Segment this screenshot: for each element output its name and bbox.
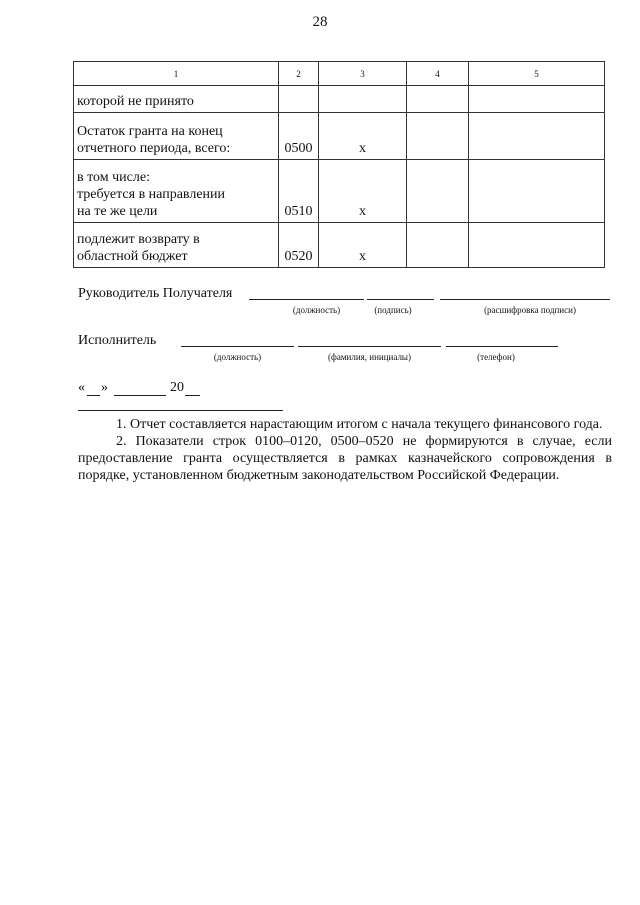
executor-label: Исполнитель xyxy=(78,333,157,348)
footnotes xyxy=(78,416,612,484)
footnote-separator xyxy=(78,410,283,411)
report-table xyxy=(73,61,605,268)
head-signature-caption: (подпись) xyxy=(374,305,412,315)
col-header-2: 2 xyxy=(279,62,319,86)
col-header-1: 1 xyxy=(74,62,279,86)
date-close-quote: » xyxy=(101,380,108,395)
label-line: требуется в направлении xyxy=(77,187,226,202)
row-col3: x xyxy=(319,160,407,223)
date-year-line xyxy=(185,395,200,396)
table-header-row xyxy=(74,62,605,86)
executor-name-line xyxy=(298,346,441,347)
col-header-5: 5 xyxy=(469,62,605,86)
row-col3: x xyxy=(319,113,407,160)
head-name-caption: (расшифровка подписи) xyxy=(484,305,576,315)
label-line: подлежит возврату в xyxy=(77,232,200,247)
col-header-3: 3 xyxy=(319,62,407,86)
row-col4 xyxy=(407,86,469,113)
row-code: 0510 xyxy=(279,160,319,223)
row-col4 xyxy=(407,160,469,223)
head-position-line xyxy=(249,299,364,300)
row-col4 xyxy=(407,223,469,268)
label-line: на те же цели xyxy=(77,204,158,219)
table-row xyxy=(74,223,605,268)
col-header-4: 4 xyxy=(407,62,469,86)
table-row xyxy=(74,160,605,223)
date-day-line xyxy=(87,395,100,396)
table-row xyxy=(74,113,605,160)
label-line: отчетного периода, всего: xyxy=(77,141,231,156)
row-code: 0520 xyxy=(279,223,319,268)
row-code: 0500 xyxy=(279,113,319,160)
page-number: 28 xyxy=(312,14,328,30)
label-line: в том числе: xyxy=(77,170,150,185)
head-name-line xyxy=(440,299,610,300)
row-code xyxy=(279,86,319,113)
label-line: которой не принято xyxy=(77,94,194,109)
row-label xyxy=(74,113,279,160)
row-col5 xyxy=(469,223,605,268)
row-col5 xyxy=(469,86,605,113)
executor-position-line xyxy=(181,346,294,347)
date-month-line xyxy=(114,395,166,396)
row-label xyxy=(74,223,279,268)
row-label xyxy=(74,86,279,113)
row-col5 xyxy=(469,160,605,223)
row-label xyxy=(74,160,279,223)
date-year-prefix: 20 xyxy=(170,380,184,395)
executor-phone-line xyxy=(446,346,558,347)
footnote-2: 2. Показатели строк 0100–0120, 0500–0520 не формируются в случае, если предоставление гранта осуществляется в рамках казначейского сопровождения в порядке, установленном бюджетным законодательством Российской Федерации. xyxy=(78,434,612,483)
footnote-1: 1. Отчет составляется нарастающим итогом с начала текущего финансового года. xyxy=(116,417,603,432)
table-row xyxy=(74,86,605,113)
head-signature-label: Руководитель Получателя xyxy=(78,286,233,301)
date-open-quote: « xyxy=(78,380,85,395)
executor-position-caption: (должность) xyxy=(213,352,262,362)
head-signature-line xyxy=(367,299,434,300)
executor-phone-caption: (телефон) xyxy=(477,352,515,362)
row-col3 xyxy=(319,86,407,113)
label-line: областной бюджет xyxy=(77,249,188,264)
row-col4 xyxy=(407,113,469,160)
label-line: Остаток гранта на конец xyxy=(77,124,223,139)
head-position-caption: (должность) xyxy=(292,305,341,315)
executor-name-caption: (фамилия, инициалы) xyxy=(328,352,411,362)
row-col3: x xyxy=(319,223,407,268)
row-col5 xyxy=(469,113,605,160)
